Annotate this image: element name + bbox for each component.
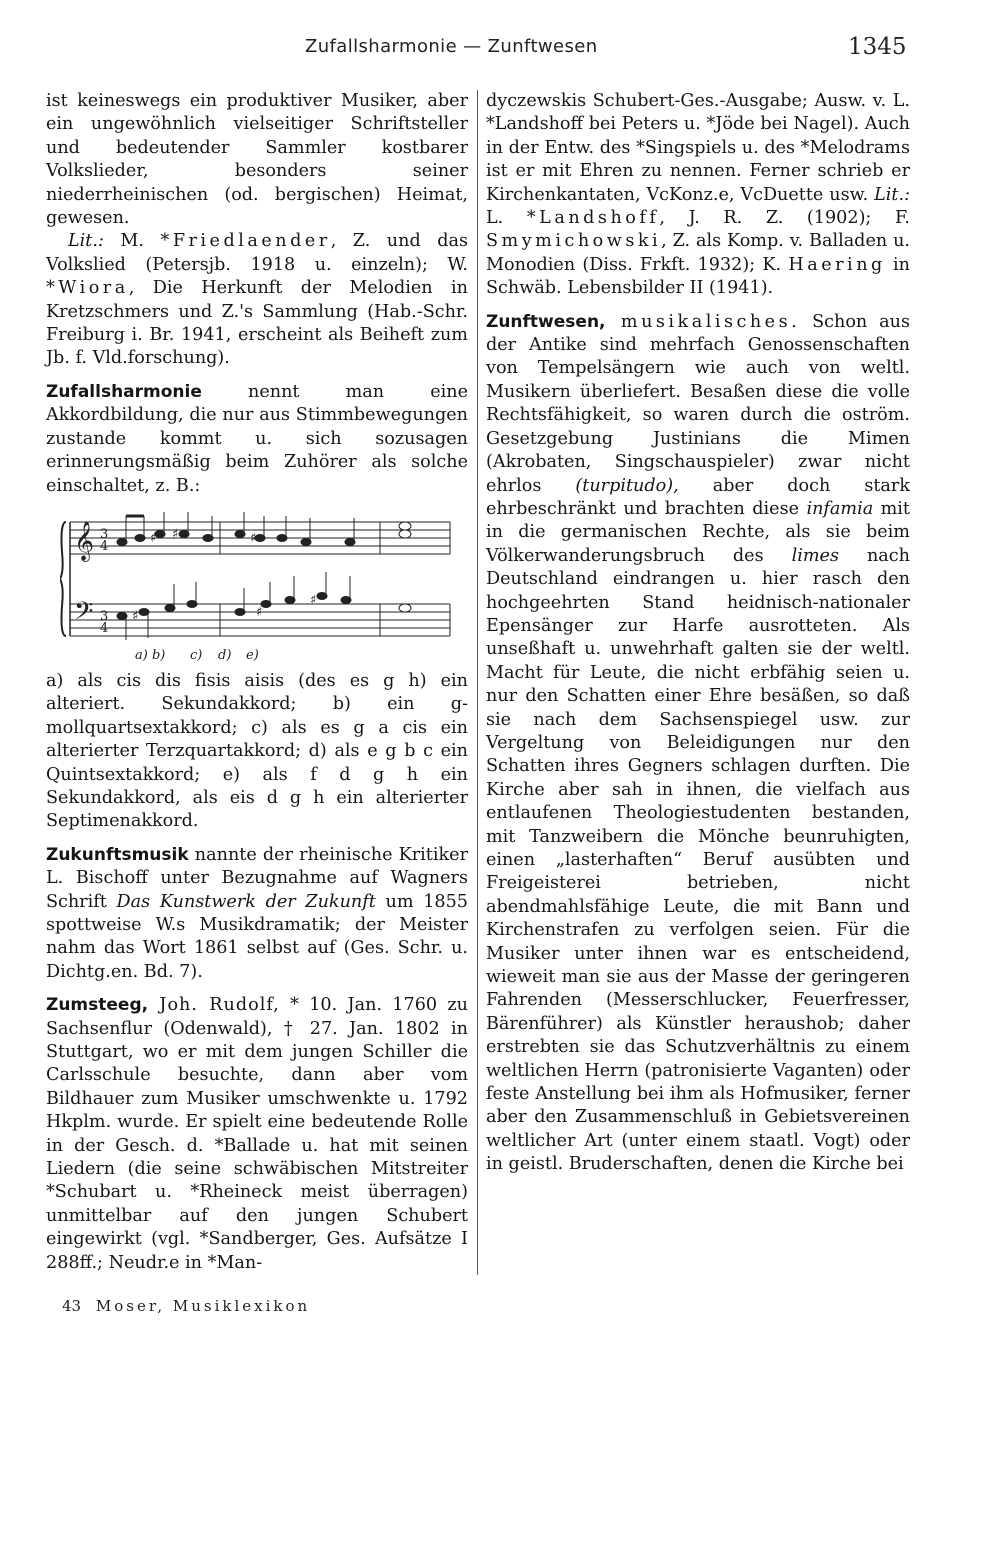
svg-text:3: 3 [100,526,109,542]
svg-text:♯: ♯ [250,530,257,546]
headword: Zukunftsmusik [46,844,189,865]
chord-label: a) b) [135,647,166,662]
svg-text:♯: ♯ [310,592,317,608]
music-example [60,512,460,662]
svg-text:♯: ♯ [172,526,179,542]
publication-title: Moser, Musiklexikon [95,1297,311,1315]
headword: Zunftwesen, [486,311,606,332]
entry-zufallsharmonie: Zufallsharmonie nennt man eine Akkordbildung, die nur aus Stimmbewegungen zustande kommt u. sich sozusagen erinnerungsmäßig beim Zuhörer als solche einschaltet, z. B.: [46,381,468,496]
zelter-literature: Lit.: M. *Friedlaender, Z. und das Volkslied (Petersjb. 1918 u. einzeln); W. *Wiora, Die Herkunft der Melodien in Kretzschmers und Z.'s Sammlung (Hab.-Schr. Freiburg i. Br. 1941, erscheint als Beiheft zum Jb. f. Vld.forschung). [46,231,468,369]
music-notation [60,512,460,662]
svg-text:♯: ♯ [150,530,157,546]
svg-text:♯: ♯ [132,608,139,624]
svg-text:3: 3 [100,608,109,624]
headword: Zufallsharmonie [46,381,202,402]
right-column [486,90,910,1177]
entry-zumsteeg: Zumsteeg, Joh. Rudolf, * 10. Jan. 1760 zu Sachsenflur (Odenwald), † 27. Jan. 1802 in Stuttgart, wo er mit dem jungen Schiller die Carlsschule besuchte, dann aber vom Bildhauer zum Musiker umschwenkte u. 1792 Hkplm. wurde. Er spielt eine bedeutende Rolle in der Gesch. d. *Ballade u. hat mit seinen Liedern (die seine schwäbischen Mitstreiter *Schubart u. *Rheineck meist überragen) unmittelbar auf den jungen Schubert eingewirkt (vgl. *Sandberger, Ges. Aufsätze I 288ff.; Neudr.e in *Man- [46,995,468,1273]
page-number: 1345 [848,34,907,60]
left-column [46,90,468,1275]
chord-label: d) [218,647,232,662]
svg-text:♯: ♯ [256,604,263,620]
svg-text:4: 4 [100,620,109,636]
chord-label: e) [246,647,259,662]
chord-label: c) [190,647,203,662]
svg-text:4: 4 [100,538,109,554]
chord-explanation: a) als cis dis fisis aisis (des es g h) ein alteriert. Sekundakkord; b) ein g-mollquartsextakkord; c) als es g a cis ein alterierter Terzquartakkord; d) als e g b c ein Quintsextakkord; e) als f d g h ein Sekundakkord, als eis d g h ein alterierter Septimenakkord. [46,670,468,832]
headword: Zumsteeg, [46,995,149,1016]
signature-mark: 43 [62,1297,82,1315]
running-title: Zufallsharmonie — Zunftwesen [305,36,598,57]
entry-zukunftsmusik: Zukunftsmusik nannte der rheinische Kritiker L. Bischoff unter Bezugnahme auf Wagners Schrift Das Kunstwerk der Zukunft um 1855 spottweise W.s Musikdramatik; der Meister nahm das Wort 1861 selbst auf (Ges. Schr. u. Dichtg.en. Bd. 7). [46,844,469,982]
page-header [0,30,1000,70]
entry-zunftwesen: Zunftwesen, musikalisches. Schon aus der Antike sind mehrfach Genossenschaften von Tempelsängern wie auch von weltl. Musikern überliefert. Besaßen diese die volle Rechtsfähigkeit, so waren durch die oström. Gesetzgebung Justinians die Mimen (Akrobaten, Singschauspieler) zwar nicht ehrlos (turpitudo), aber doch stark ehrbeschränkt und brachten diese infamia mit in die germanischen Rechte, als sie beim Völkerwanderungsbruch des limes nach Deutschland eindrangen u. hier rasch den hochgeehrten Stand heidnisch-nationaler Epensänger zur Harfe ausrotteten. Als unseßhaft u. unwehrhaft galten sie der weltl. Macht für Leute, die nicht erbfähig seien u. nur den Schatten einer Ehre besäßen, so daß sie nach dem Sachsenspiegel usw. zur Vergeltung von Beleidigungen nur den Schatten ihres Gegners schlagen durften. Die Kirche aber sah in ihnen, die vielfach aus entlaufenen Theologiestudenten bestanden, mit Tanzweibern die Mönche beunruhigten, einen „lasterhaften“ Beruf ausübten und Freigeisterei betrieben, nicht abendmahlsfähige Leute, die mit Bann und Kirchenstrafen zu verfolgen seien. Für die Musiker unter ihnen war es entscheidend, wieweit man sie aus der Masse der geringeren Fahrenden (Messerschlucker, Feuerfresser, Bärenführer) als Künstler heraushob; daher erstrebten sie das Schutzverhältnis zu einem weltlichen Herrn (patronisierte Vaganten) oder feste Anstellung bei ihm als Hofmusiker, ferner aber den Zusammenschluß in Gebietsvereinen weltlicher Art (unter einem staatl. Vogt) oder in geistl. Bruderschaften, denen die Kirche bei [486,311,910,1175]
page-footer [62,1297,310,1315]
zumsteeg-continuation: dyczewskis Schubert-Ges.-Ausgabe; Ausw. v. L. *Landshoff bei Peters u. *Jöde bei Nagel). Auch in der Entw. des *Singspiels u. des *Melodrams ist er mit Ehren zu nennen. Ferner schrieb er Kirchenkantaten, VcKonz.e, VcDuette usw. Lit.: L. *Landshoff, J. R. Z. (1902); F. Smymichowski, Z. als Komp. v. Balladen u. Monodien (Diss. Frkft. 1932); K. Haering in Schwäb. Lebensbilder II (1941). [486,91,910,299]
column-divider [477,90,478,1275]
svg-text:𝄢: 𝄢 [74,596,94,632]
zelter-continuation: ist keineswegs ein produktiver Musiker, aber ein ungewöhnlich vielseitiger Schriftsteller und bedeutender Sammler kostbarer Volkslieder, besonders seiner niederrheinischen (od. bergischen) Heimat, gewesen. [46,91,468,229]
svg-text:𝄞: 𝄞 [74,520,95,561]
